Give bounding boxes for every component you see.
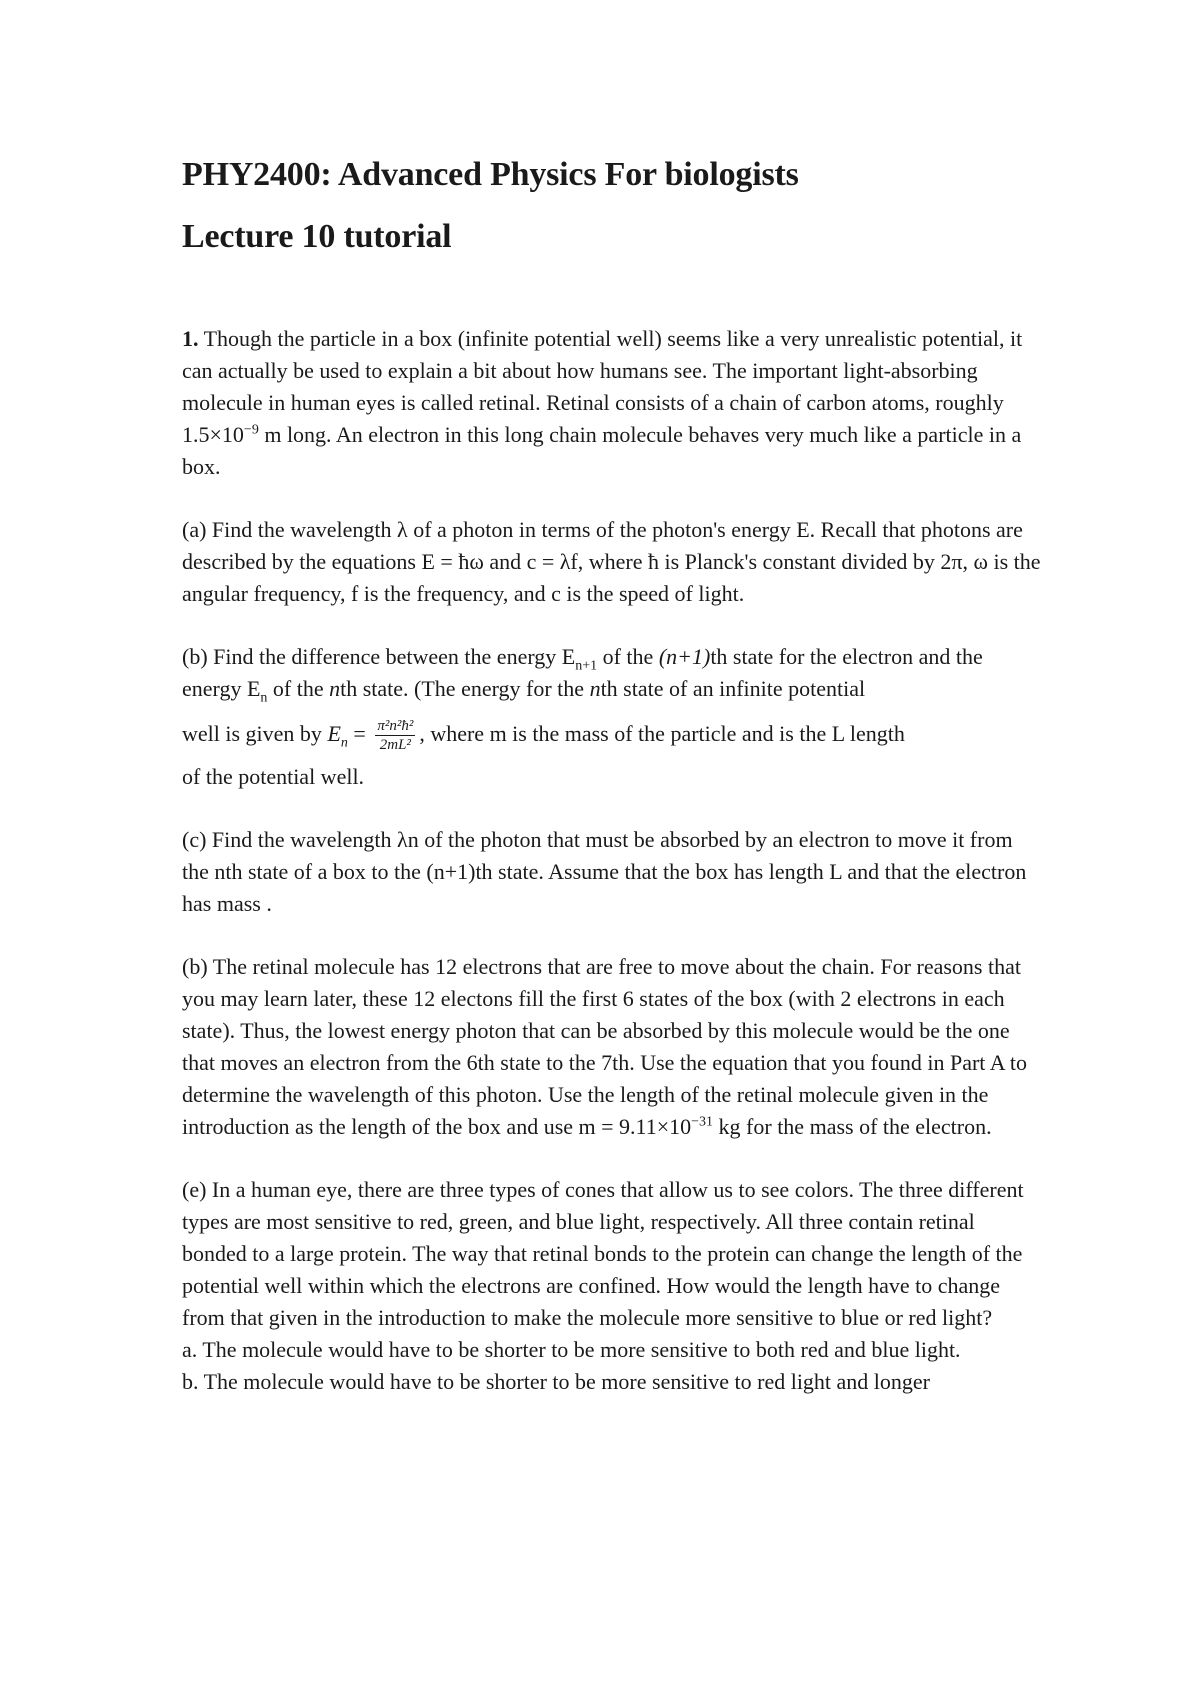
energy-formula-line xyxy=(182,707,1042,761)
part-b xyxy=(182,641,1042,705)
option-b: b. The molecule would have to be shorter to be more sensitive to red light and longer xyxy=(182,1369,931,1394)
fraction-denominator: 2mL² xyxy=(379,737,411,754)
part-b-text-4: of the xyxy=(267,676,330,701)
question-1-intro xyxy=(182,323,1042,483)
formula-suffix: , where m is the mass of the particle and is the L length xyxy=(419,721,905,746)
part-b-sub-1: n+1 xyxy=(575,658,598,674)
part-b-text-2: of the xyxy=(597,644,659,669)
part-b-text-1: (b) Find the difference between the energy E xyxy=(182,644,576,669)
part-b-last-line: of the potential well. xyxy=(182,764,365,789)
part-b-text-6: th state of an infinite potential xyxy=(600,676,866,701)
part-b-italic-1: (n+1) xyxy=(658,644,711,669)
part-d-exponent: −31 xyxy=(691,1114,714,1130)
energy-fraction xyxy=(375,717,415,754)
part-b-italic-3: n xyxy=(589,676,601,701)
part-c: (c) Find the wavelength λn of the photon that must be absorbed by an electron to move it from the nth state of a box to the (n+1)th state. Assume that the box has length L and that the electron has mass . xyxy=(182,827,1027,916)
lecture-title: Lecture 10 tutorial xyxy=(182,218,452,255)
part-b-text-3: th state for the electron and the energy E xyxy=(182,644,983,701)
part-d-text-b: kg for the mass of the electron. xyxy=(713,1114,992,1139)
fraction-numerator: π²n²ħ² xyxy=(377,718,414,735)
intro-text-a: Though the particle in a box (infinite potential well) seems like a very unrealistic potential, it can actually be used to explain a bit about how humans see. The important light-absorbing molecule in human eyes is called retinal. Retinal consists of a chain of carbon atoms, roughly 1.5×10 xyxy=(182,326,1023,447)
question-number: 1. xyxy=(182,326,199,351)
formula-lhs: E xyxy=(327,721,341,746)
part-b-text-5: th state. (The energy for the xyxy=(340,676,590,701)
formula-prefix: well is given by xyxy=(182,721,328,746)
part-e: (e) In a human eye, there are three types of cones that allow us to see colors. The three different types are most sensitive to red, green, and blue light, respectively. All three contain retinal bonded to a large protein. The way that retinal bonds to the protein can change the length of the potential well within which the electrons are confined. How would the length have to change from that given in the introduction to make the molecule more sensitive to blue or red light? xyxy=(182,1177,1024,1330)
part-d-text-a: (b) The retinal molecule has 12 electrons that are free to move about the chain. For reasons that you may learn later, these 12 electons fill the first 6 states of the box (with 2 electrons in each state). Thus, the lowest energy photon that can be absorbed by this molecule would be the one that moves an electron from the 6th state to the 7th. Use the equation that you found in Part A to determine the wavelength of this photon. Use the length of the retinal molecule given in the introduction as the length of the box and use m = 9.11×10 xyxy=(182,954,1027,1139)
part-a: (a) Find the wavelength λ of a photon in terms of the photon's energy E. Recall that photons are described by the equations E = ħω and c = λf, where ħ is Planck's constant divided by 2π, ω is the angular frequency, f is the frequency, and c is the speed of light. xyxy=(182,517,1041,606)
document-content xyxy=(182,155,1042,1398)
course-title: PHY2400: Advanced Physics For biologists xyxy=(182,156,799,193)
part-b-italic-2: n xyxy=(329,676,341,701)
intro-exponent: −9 xyxy=(243,422,259,438)
intro-text-b: m long. An electron in this long chain molecule behaves very much like a particle in a box. xyxy=(182,422,1022,479)
option-a: a. The molecule would have to be shorter to be more sensitive to both red and blue light. xyxy=(182,1337,961,1362)
formula-equals: = xyxy=(347,721,372,746)
formula-lhs-sub: n xyxy=(340,735,348,751)
part-b-sub-2: n xyxy=(260,690,268,706)
part-d xyxy=(182,951,1042,1143)
